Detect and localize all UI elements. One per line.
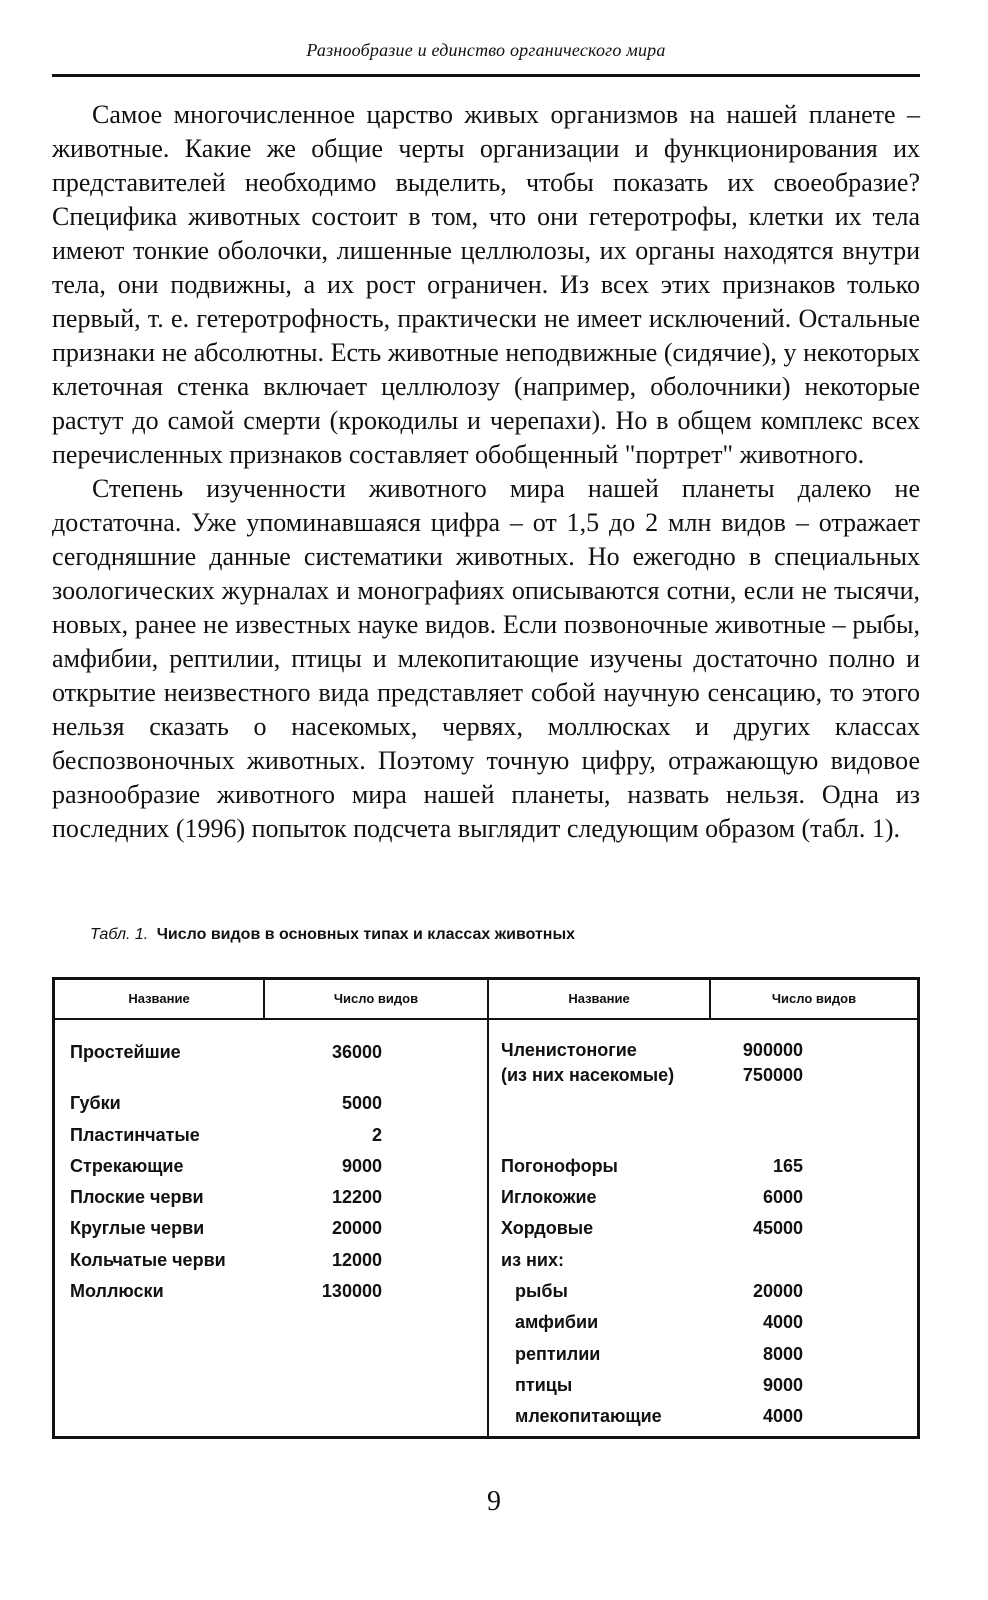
row-name: Хордовые (501, 1218, 594, 1238)
species-table (52, 977, 920, 1439)
header-count-right: Число видов (771, 991, 857, 1006)
table-row (501, 1152, 803, 1180)
table-row (70, 1121, 382, 1149)
table-row (70, 1277, 382, 1305)
row-count: 5000 (341, 1093, 382, 1113)
row-name: Губки (70, 1093, 121, 1113)
row-name: (из них насекомые) (501, 1065, 675, 1085)
row-count: 2 (371, 1125, 382, 1145)
column-divider (709, 980, 711, 1018)
row-name: Погонофоры (501, 1156, 618, 1176)
row-count: 45000 (752, 1218, 803, 1238)
center-divider (487, 980, 489, 1436)
row-count: 20000 (752, 1281, 803, 1301)
table-row (515, 1340, 803, 1368)
row-count: 750000 (742, 1065, 803, 1085)
header-rule-line (55, 1018, 917, 1020)
row-count: 20000 (331, 1218, 382, 1238)
row-count: 900000 (742, 1040, 803, 1060)
table-row (501, 1061, 803, 1089)
row-name: Плоские черви (70, 1187, 204, 1207)
row-name: рыбы (515, 1281, 568, 1301)
table-caption-title: Число видов в основных типах и классах животных (156, 926, 576, 943)
table-row (70, 1183, 382, 1211)
row-name: Членистоногие (501, 1040, 637, 1060)
row-count: 36000 (331, 1042, 382, 1062)
header-count-left: Число видов (333, 991, 419, 1006)
header-rule (52, 74, 920, 77)
table-row (70, 1038, 382, 1066)
paragraph-2: Степень изученности животного мира нашей планеты далеко не достаточна. Уже упоминавшаяся цифра – от 1,5 до 2 млн видов – отражает сегодняшние данные систематики животных. Но ежегодно в специальных зоологических журналах и монографиях описываются сотни, если не тысячи, новых, ранее не известных науке видов. Если позвоночные животные – рыбы, амфибии, рептилии, птицы и млекопитающие изучены достаточно полно и открытие неизвестного вида представляет собой научную сенсацию, то этого нельзя сказать о насекомых, червях, моллюсках и других классах беспозвоночных животных. Поэтому точную цифру, отражающую видовое разнообразие животного мира нашей планеты, назвать нельзя. Одна из последних (1996) попыток подсчета выглядит следующим образом (табл. 1). (52, 474, 920, 843)
row-name: Пластинчатые (70, 1125, 200, 1145)
table-row (70, 1152, 382, 1180)
row-name: Кольчатые черви (70, 1250, 226, 1270)
table-row (70, 1089, 382, 1117)
row-name: Простейшие (70, 1042, 181, 1062)
table-row (501, 1036, 803, 1064)
table-row (501, 1214, 803, 1242)
row-count: 4000 (762, 1312, 803, 1332)
row-name: Иглокожие (501, 1187, 597, 1207)
row-name: амфибии (515, 1312, 599, 1332)
table-row (515, 1277, 803, 1305)
row-count: 9000 (762, 1375, 803, 1395)
row-name: Моллюски (70, 1281, 164, 1301)
row-count: 6000 (762, 1187, 803, 1207)
row-count: 130000 (321, 1281, 382, 1301)
table-row (501, 1183, 803, 1211)
row-count: 165 (772, 1156, 803, 1176)
row-name: млекопитающие (515, 1406, 662, 1426)
row-name: рептилии (515, 1344, 601, 1364)
row-count: 4000 (762, 1406, 803, 1426)
table-row (501, 1246, 803, 1274)
body-text (52, 98, 920, 846)
row-name: Круглые черви (70, 1218, 205, 1238)
table-row (70, 1214, 382, 1242)
row-count: 9000 (341, 1156, 382, 1176)
table-row (515, 1402, 803, 1430)
paragraph-1: Самое многочисленное царство живых организмов на нашей планете – животные. Какие же общие черты организации и функционирования их представителей необходимо выделить, чтобы показать их своеобразие? Специфика животных состоит в том, что они гетеротрофы, клетки их тела имеют тонкие оболочки, лишенные целлюлозы, их органы находятся внутри тела, они подвижны, а их рост ограничен. Из всех этих признаков только первый, т. е. гетеротрофность, практически не имеет исключений. Остальные признаки не абсолютны. Есть животные неподвижные (сидячие), у некоторых клеточная стенка включает целлюлозу (например, оболочники) некоторые растут до самой смерти (крокодилы и черепахи). Но в общем комплекс всех перечисленных признаков составляет обобщенный "портрет" животного. (52, 100, 920, 469)
row-name: птицы (515, 1375, 573, 1395)
row-name: Стрекающие (70, 1156, 184, 1176)
table-row (70, 1246, 382, 1274)
header-name-left: Название (128, 991, 190, 1006)
table-row (515, 1371, 803, 1399)
table-caption (90, 926, 920, 944)
column-divider (263, 980, 265, 1018)
header-name-right: Название (568, 991, 630, 1006)
row-name: из них: (501, 1250, 564, 1270)
page-number: 9 (487, 1486, 501, 1517)
row-count: 12000 (331, 1250, 382, 1270)
row-count: 12200 (331, 1187, 382, 1207)
table-caption-label: Табл. 1. (90, 926, 149, 943)
running-head: Разнообразие и единство органического мира (306, 40, 666, 60)
row-count: 8000 (762, 1344, 803, 1364)
table-row (515, 1308, 803, 1336)
